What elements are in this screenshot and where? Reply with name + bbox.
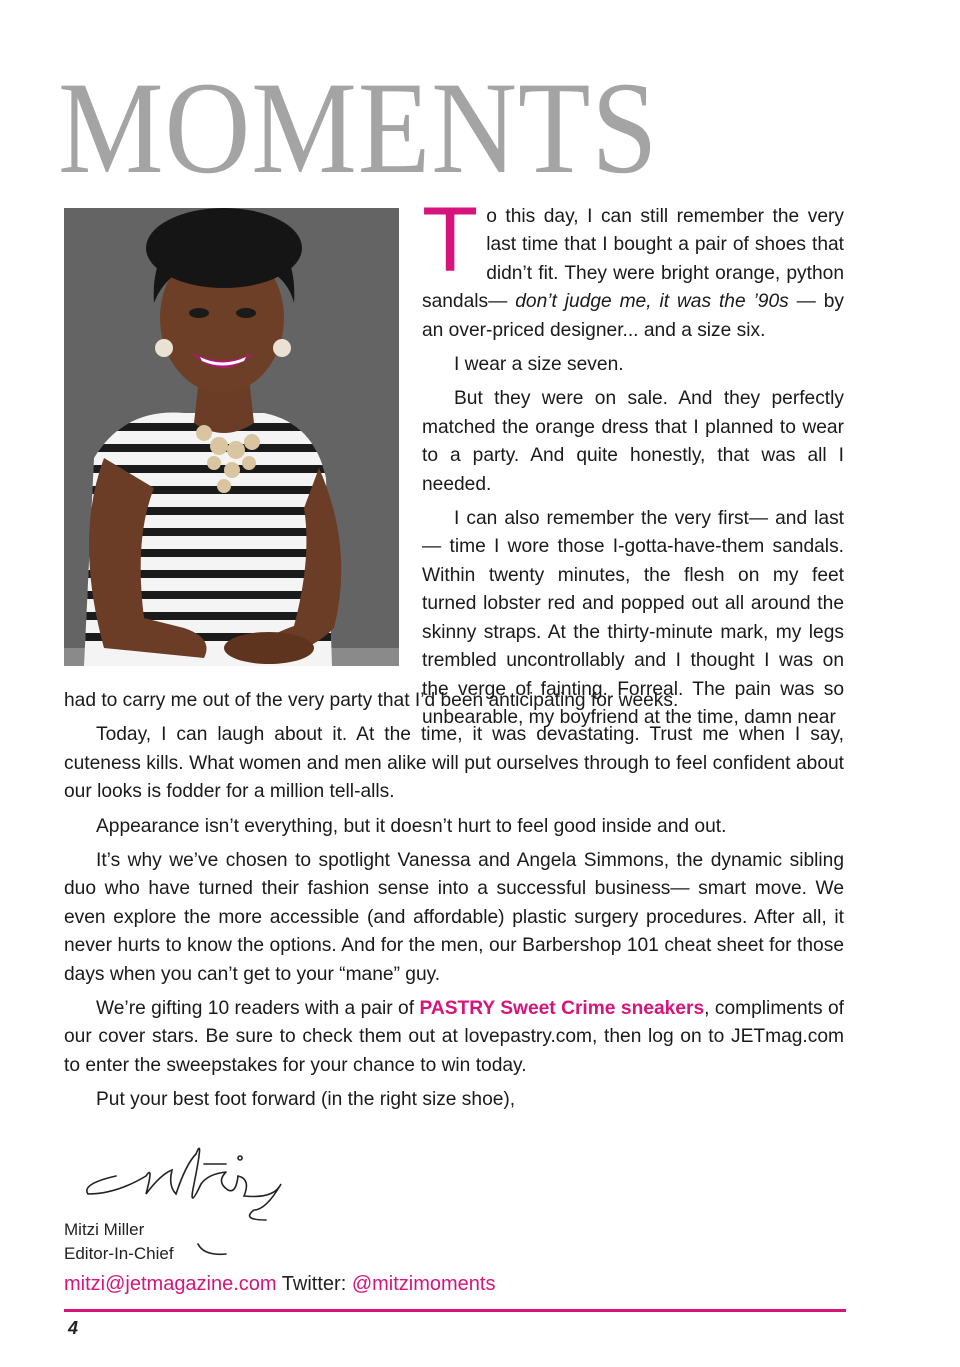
page-title: MOMENTS: [58, 54, 659, 201]
editor-role: Editor-In-Chief: [64, 1244, 174, 1263]
paragraph-8: [64, 995, 844, 1080]
paragraph-8-text: We’re gifting 10 readers with a pair of: [96, 998, 420, 1020]
portrait-illustration: [64, 208, 399, 666]
signature-block: [64, 1218, 174, 1266]
article-lead-column: [422, 189, 844, 738]
paragraph-4-part-1: I can also remember the very first— and last— time I wore those I-gotta-have-them sandals. Within twenty minutes, the flesh on my feet turned lobster red and popped out all around the skinny straps. At the thirty-minute mark, my legs trembled uncontrollably and I thought I was on the verge of fainting. Forreal. The pain was so unbearable, my boyfriend at the time, damn near: [422, 508, 844, 728]
footer-divider: [64, 1309, 846, 1312]
paragraph-3: But they were on sale. And they perfectly matched the orange dress that I planned to wear to a party. And quite honestly, that was all I needed.: [422, 388, 844, 495]
paragraph-7: It’s why we’ve chosen to spotlight Vanessa and Angela Simmons, the dynamic sibling duo who have turned their fashion sense into a successful business— smart move. We even explore the more accessible (and affordable) plastic surgery procedures. After all, it never hurts to know the options. And for the men, our Barbershop 101 cheat sheet for those days when you can’t get to your “mane” guy.: [64, 850, 844, 985]
drop-cap: T: [422, 189, 479, 291]
page-number: 4: [68, 1318, 79, 1338]
paragraph-1-end: — by an over-priced designer... and a size six.: [422, 291, 844, 341]
paragraph-6: Appearance isn’t everything, but it doesn’t hurt to feel good inside and out.: [96, 815, 727, 837]
editor-name: Mitzi Miller: [64, 1220, 145, 1239]
paragraph-2: I wear a size seven.: [454, 354, 624, 376]
article-body: [64, 690, 844, 1121]
email-link[interactable]: mitzi@jetmagazine.com: [64, 1273, 277, 1295]
paragraph-8-end: , compliments of our cover stars. Be sure to check them out at lovepastry.com, then log on to JETmag.com to enter the sweepstakes for your chance to win today.: [64, 998, 844, 1076]
paragraph-1-italic: don’t judge me, it was the ’90s: [515, 291, 789, 313]
contact-line: [64, 1270, 495, 1298]
editor-photo: [64, 208, 399, 666]
paragraph-9: Put your best foot forward (in the right size shoe),: [96, 1089, 516, 1111]
twitter-label: Twitter:: [281, 1273, 352, 1295]
twitter-handle-link[interactable]: @mitzimoments: [351, 1273, 496, 1295]
paragraph-4-part-2: had to carry me out of the very party that I’d been anticipating for weeks.: [64, 690, 679, 711]
pastry-highlight: PASTRY Sweet Crime sneakers: [419, 998, 705, 1020]
paragraph-5: Today, I can laugh about it. At the time, it was devastating. Trust me when I say, cuteness kills. What women and men alike will put ourselves through to feel confident about our looks is fodder for a million tell-alls.: [64, 724, 844, 803]
paragraph-1-text: o this day, I can still remember the very last time that I bought a pair of shoes that didn’t fit. They were bright orange, python sandals—: [422, 206, 844, 313]
paragraph-1: [422, 189, 844, 345]
